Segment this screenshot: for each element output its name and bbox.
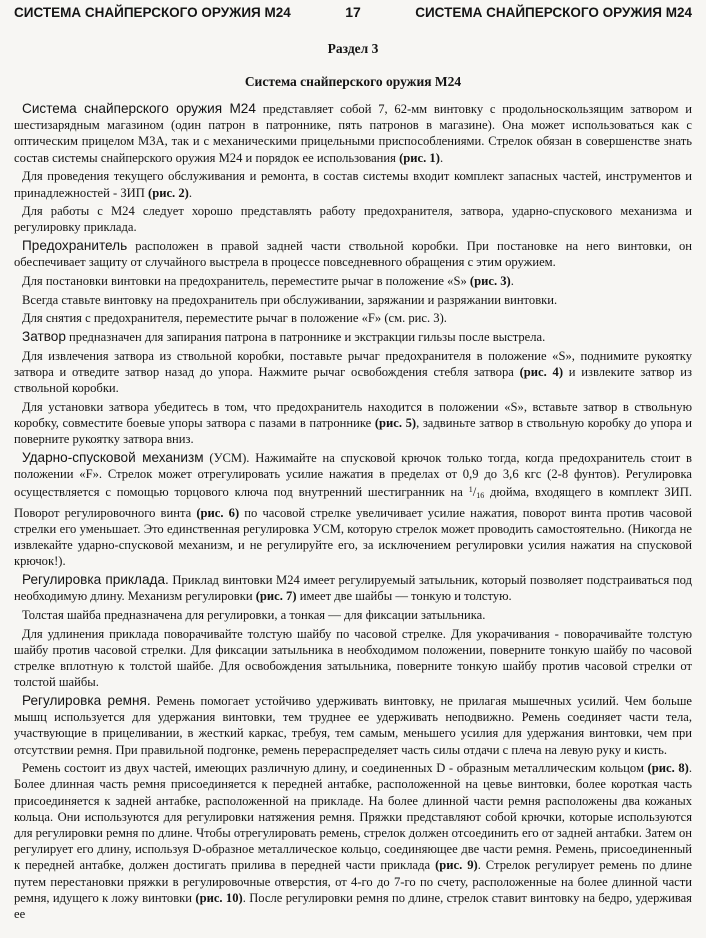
paragraph-tail: . — [510, 274, 514, 289]
paragraph-tail: . — [188, 185, 192, 200]
paragraph-text: . Стрелок регулирует ремень по длине путем перестановки пряжки в регулировочные отверстия, от 4-го до 7-го по счету, расположенные на более длинной части ремня, идущего к ложу винтовки — [14, 858, 692, 905]
paragraph-text: Приклад винтовки М24 имеет регулируемый затыльник, который позволяет подстраиваться под необходимую длину. Механизм регулировки — [14, 572, 693, 604]
figure-ref: (рис. 10) — [195, 890, 243, 905]
paragraph-intro — [14, 101, 692, 166]
paragraph-bolt-install — [14, 399, 692, 448]
paragraph-bolt-remove — [14, 348, 692, 397]
paragraph-trigger: Ударно-спусковой механизм (УСМ). Нажимайте на спусковой крючок только тогда, когда предохранитель стоит в положении «F». Стрелок может отрегулировать усилие нажатия в пределах от 0,9 до 3,6 кгс (2-8 фунтов). Регулировка осуществляется с помощью торцового ключа под внутренний шестигранник на $^1/_{16}$ дюйма, входящего в комплект ЗИП. Поворот регулировочного винта (рис. 6) по часовой стрелке увеличивает усилие нажатия, поворот винта против часовой стрелки его уменьшает. Это единственная регулировка УСМ, которую стрелок может проводить самостоятельно. (Никогда не извлекайте ударно-спусковой механизм, и не регулируйте его, за исключением регулировки усилия нажатия на спусковой крючок!). — [14, 450, 693, 569]
paragraph-text: Для проведения текущего обслуживания и ремонта, в состав системы входит комплект запасных частей, инструментов и принадлежностей - ЗИП — [14, 169, 692, 200]
figure-ref: (рис. 5) — [374, 416, 417, 431]
section-label: Раздел 3 — [327, 41, 379, 56]
figure-ref: (рис. 8) — [647, 761, 689, 776]
paragraph-safety-off — [14, 310, 692, 326]
figure-ref: (рис. 9) — [435, 858, 478, 873]
paragraph-text: Ремень помогает устойчиво удерживать винтовку, не прилагая мышечных усилий. Чем больше мышц используется для удержания винтовки, тем труднее ее удерживать неподвижно. Ремень соединяет части тела, участвующие в прицеливании, в жесткий каркас, требуя, тем самым, меньшего усилия для удержания винтовки, чем при отсутствии ремня. При правильной подгонке, ремень перераспределяет часть силы отдачи с плеча на левую руку и кисть. — [14, 693, 692, 757]
paragraph-sling-parts — [14, 760, 692, 922]
paragraph-overview — [14, 203, 692, 235]
section-title: Система снайперского оружия М24 — [244, 74, 462, 89]
fraction-denominator: 16 — [476, 491, 485, 501]
paragraph-tail: и извлеките затвор из ствольной коробки. — [14, 365, 692, 396]
paragraph-safety-always — [14, 292, 692, 308]
paragraph-text: Для установки затвора убедитесь в том, что предохранитель находится в положении «S», вставьте затвор в ствольную коробку, совместите боевые упоры затвора с пазами в патроннике — [14, 399, 692, 431]
paragraph-text: . Более длинная часть ремня присоединяется к передней антабке, расположенной на цевье винтовки, более короткая часть присоединяется к задней антабке, расположенной на прикладе. На более длинной части ремня расположены два кожаных кольца. Они используются для регулировки натяжения ремня. Пряжки представляют собой крючки, которые используются для регулировки ремня по длине. Чтобы отрегулировать ремень, стрелок должен отсоединить его от задней антабки. Затем он регулирует его длину, используя D-образное металлическое кольцо, соединяющее две части ремня. Ремень, присоединенный к передней антабке, должен достигать прилива в передней части приклада — [14, 761, 692, 873]
page-number: 17 — [345, 4, 361, 20]
paragraph-text: дюйма, входящего в комплект ЗИП. Поворот регулировочного винта — [14, 485, 692, 520]
paragraph-washers — [14, 607, 692, 623]
paragraph-text: Для работы с М24 следует хорошо представлять работу предохранителя, затвора, ударно-спускового механизма и регулировку приклада. — [14, 204, 692, 235]
paragraph-lead: Ударно-спусковой механизм — [22, 450, 204, 466]
paragraph-lead: Регулировка приклада. — [22, 571, 169, 587]
paragraph-text: Ремень состоит из двух частей, имеющих различную длину, и соединенных D - образным металлическим кольцом — [22, 761, 648, 776]
paragraph-text: Для постановки винтовки на предохранитель, переместите рычаг в положение «S» — [22, 274, 470, 289]
figure-ref: (рис. 7) — [255, 589, 297, 604]
figure-ref: (рис. 2) — [148, 185, 189, 200]
figure-ref: (рис. 6) — [196, 505, 240, 520]
paragraph-stock — [14, 572, 692, 604]
paragraph-text: представляет собой 7, 62-мм винтовку с продольноскользящим затвором и шестизарядным магазином (один патрон в патроннике, пять патронов в магазине). Она может использоваться как с оптическим прицелом М3А, так и с механическими прицельными приспособлениями. Стрелок обязан в совершенстве знать состав системы снайперского оружия М24 и порядок ее использования — [14, 102, 692, 165]
paragraph-text: расположен в правой задней части ствольной коробки. При постановке на него винтовки, он обеспечивает защиту от случайного выстрела в процессе повседневного обращения с этим оружием. — [14, 239, 692, 270]
figure-ref: (рис. 1) — [399, 150, 440, 165]
paragraph-lead: Предохранитель — [22, 238, 128, 254]
paragraph-text: Для снятия с предохранителя, переместите рычаг в положение «F» (см. рис. 3). — [22, 311, 447, 326]
paragraph-text: предназначен для запирания патрона в патроннике и экстракции гильзы после выстрела. — [65, 330, 546, 345]
paragraph-tail: , задвиньте затвор в ствольную коробку до упора и поверните рукоятку затвора вниз. — [14, 416, 693, 447]
paragraph-bolt — [14, 329, 692, 345]
header-right-title: СИСТЕМА СНАЙПЕРСКОГО ОРУЖИЯ М24 — [415, 5, 692, 20]
fraction-numerator: 1 — [468, 485, 473, 495]
paragraph-tail: по часовой стрелке увеличивает усилие нажатия, поворот винта против часовой стрелки его уменьшает. Это единственная регулировка УСМ, которую стрелок может проводить самостоятельно. (Никогда не извлекайте ударно-спусковой механизм, и не регулируйте его, за исключением регулировки усилия нажатия на спусковой крючок!). — [14, 505, 692, 569]
header-left-title: СИСТЕМА СНАЙПЕРСКОГО ОРУЖИЯ М24 — [14, 5, 291, 20]
paragraph-text: Для извлечения затвора из ствольной коробки, поставьте рычаг предохранителя в положение «S», поднимите рукоятку затвора и отведите затвор назад до упора. Нажмите рычаг освобождения стебля затвора — [14, 348, 692, 380]
paragraph-text: Толстая шайба предназначена для регулировки, а тонкая — для фиксации затыльника. — [22, 607, 486, 622]
paragraph-zip — [14, 168, 692, 200]
paragraph-tail: . — [439, 150, 444, 165]
paragraph-safety-on — [14, 273, 692, 289]
paragraph-tail: имеет две шайбы — тонкую и толстую. — [296, 589, 512, 604]
paragraph-lead: Система снайперского оружия М24 — [22, 101, 256, 116]
paragraph-text: . После регулировки ремня по длине, стрелок ставит винтовку на бедро, удерживая ее — [14, 890, 692, 922]
running-header — [14, 0, 692, 24]
body-text — [14, 101, 692, 922]
paragraph-text: Для удлинения приклада поворачивайте толстую шайбу по часовой стрелке. Для укорачивания - поворачивайте толстую шайбу против часовой стрелки. Для фиксации затыльника в необходимом положении, поверните тонкую шайбу по часовой стрелке вплотную к толстой шайбе. Для освобождения затыльника, поверните тонкую шайбу против часовой стрелки от толстой шайбы. — [14, 626, 692, 690]
paragraph-stock-adjust — [14, 626, 692, 691]
paragraph-safety — [14, 238, 692, 270]
figure-ref: (рис. 3) — [469, 274, 511, 289]
paragraph-lead: Регулировка ремня. — [22, 692, 151, 708]
paragraph-text: Всегда ставьте винтовку на предохранитель при обслуживании, заряжании и разряжании винтовки. — [22, 292, 558, 307]
paragraph-text: (УСМ). Нажимайте на спусковой крючок только тогда, когда предохранитель стоит в положении «F». Стрелок может отрегулировать усилие нажатия в пределах от 0,9 до 3,6 кгс (2-8 фунтов). Регулировка осуществляется с помощью торцового ключа под внутренний шестигранник на — [14, 451, 693, 500]
figure-ref: (рис. 4) — [519, 365, 564, 380]
paragraph-lead: Затвор — [22, 329, 66, 345]
paragraph-sling — [14, 693, 692, 758]
